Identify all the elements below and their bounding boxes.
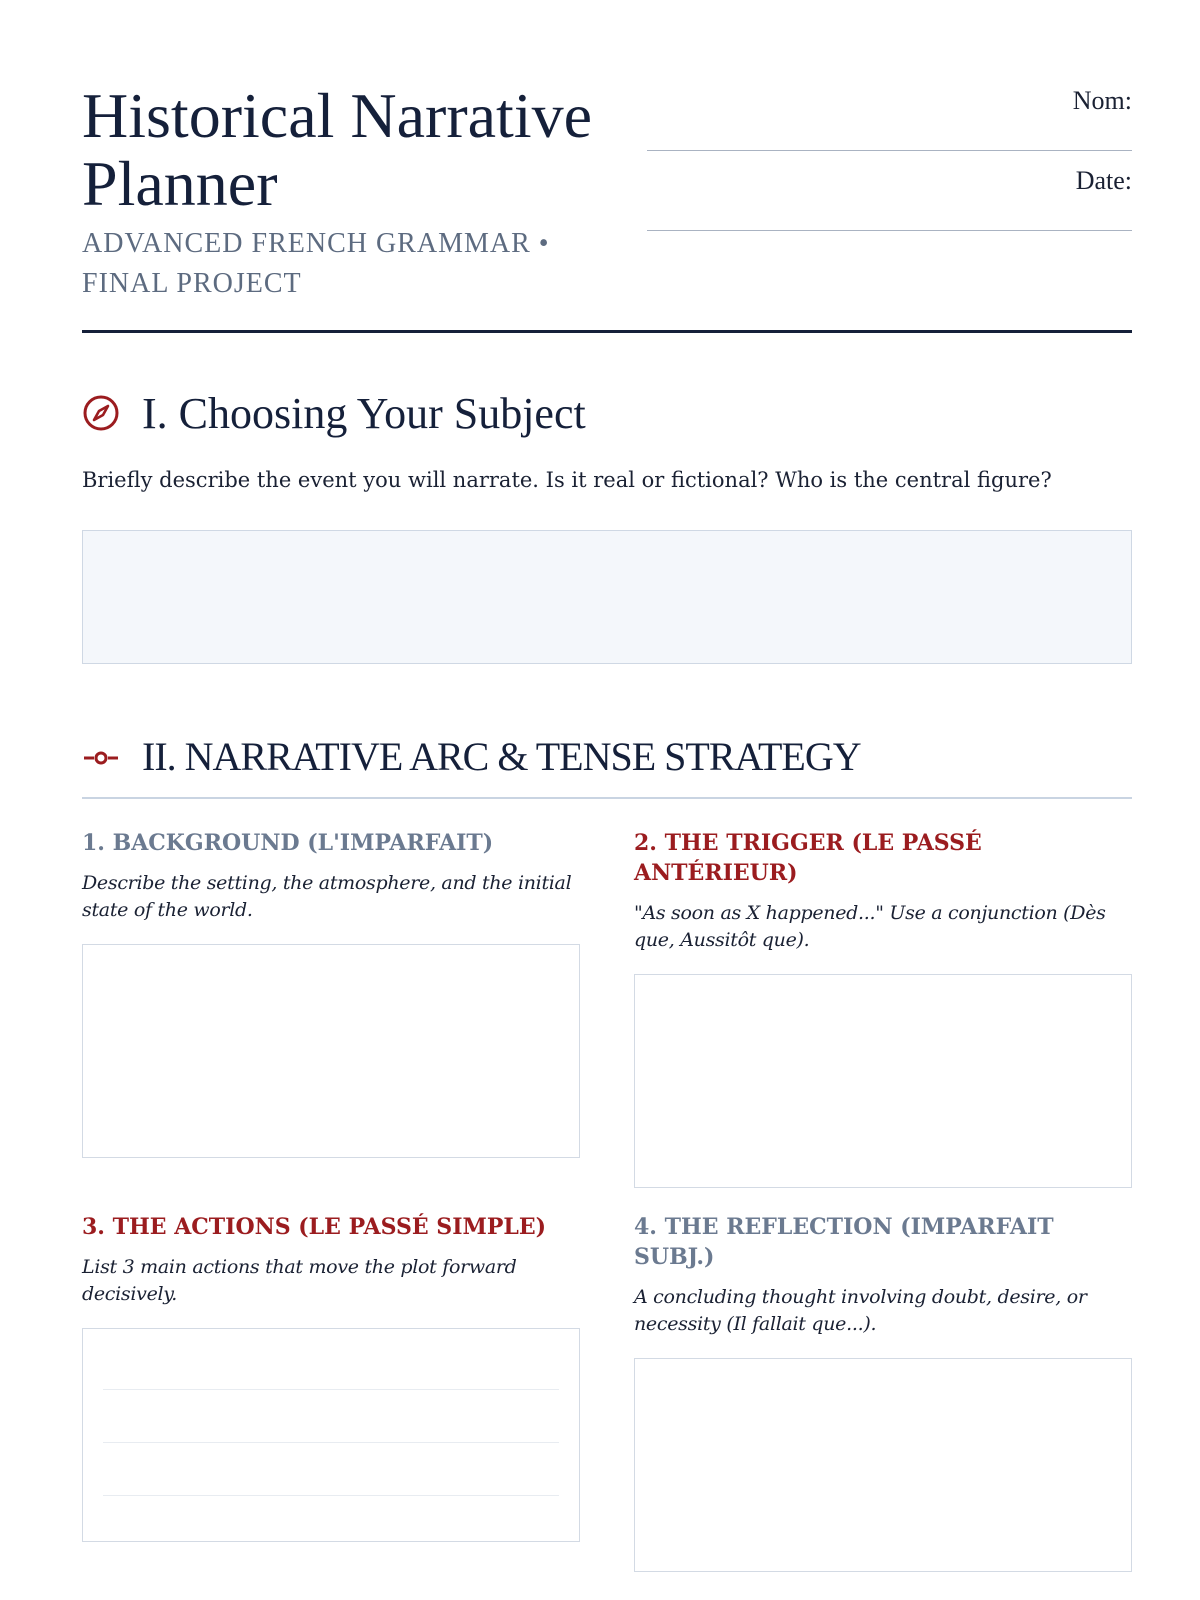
page-title: Historical Narrative Planner [82,80,592,219]
card-title: 4. THE REFLECTION (IMPARFAIT SUBJ.) [634,1214,1054,1270]
card-title: 1. BACKGROUND (L'IMPARFAIT) [82,830,494,856]
name-label: Nom: [1072,86,1132,115]
section-2-divider [82,797,1132,799]
reflection-answer-box[interactable] [634,1358,1132,1572]
name-row [647,82,1132,162]
student-info [647,82,1132,242]
date-row [647,162,1132,242]
card-title: 2. THE TRIGGER (LE PASSÉ ANTÉRIEUR) [634,830,982,886]
date-label: Date: [1075,166,1132,195]
header [82,82,1132,332]
card-description: List 3 main actions that move the plot forward decisively. [82,1256,517,1305]
actions-answer-box[interactable] [82,1328,580,1542]
worksheet-page [82,0,1132,1600]
section-1-prompt: Briefly describe the event you will narrate. Is it real or fictional? Who is the central figure? [82,468,1052,492]
section-1-title: I. Choosing Your Subject [142,389,586,438]
date-field[interactable] [647,230,1132,231]
card-description: "As soon as X happened..." Use a conjunction (Dès que, Aussitôt que). [634,902,1106,951]
ruled-line [103,1495,559,1496]
compass-icon [82,394,120,432]
name-field[interactable] [647,150,1132,151]
section-2-title: II. NARRATIVE ARC & TENSE STRATEGY [142,734,861,779]
card-description: Describe the setting, the atmosphere, and the initial state of the world. [82,872,572,921]
page-subtitle: ADVANCED FRENCH GRAMMAR • FINAL PROJECT [82,228,550,299]
background-answer-box[interactable] [82,944,580,1158]
card-reflection [634,1212,1132,1572]
trigger-answer-box[interactable] [634,974,1132,1188]
card-actions [82,1212,580,1542]
section-2-heading [82,735,1132,801]
card-description: A concluding thought involving doubt, desire, or necessity (Il fallait que...). [634,1286,1087,1335]
ruled-line [103,1442,559,1443]
section-1-heading [82,390,1132,440]
card-trigger [634,828,1132,1188]
subject-answer-box[interactable] [82,530,1132,664]
ruled-line [103,1389,559,1390]
commit-icon [84,751,118,765]
card-title: 3. THE ACTIONS (LE PASSÉ SIMPLE) [82,1214,547,1240]
card-background [82,828,580,1158]
header-divider [82,330,1132,333]
